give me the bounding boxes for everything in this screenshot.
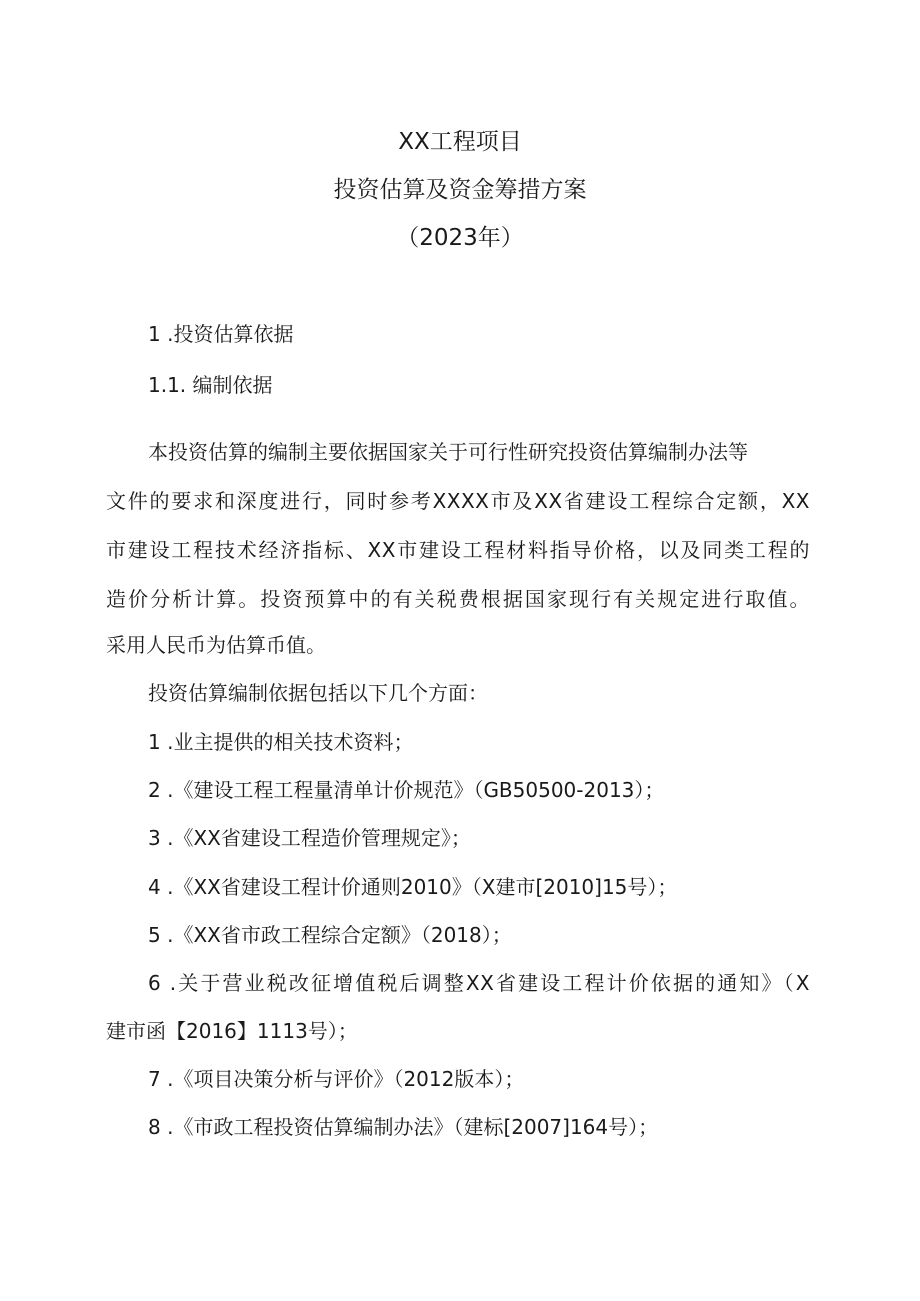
- paragraph-basis-line4: 造价分析计算。投资预算中的有关税费根据国家现行有关规定进行取值。: [106, 587, 810, 611]
- document-title-line1: XX工程项目: [398, 129, 522, 155]
- list-item-4: 4 .《XX省建设工程计价通则2010》（X建市[2010]15号）；: [148, 875, 678, 899]
- list-item-6-line1: 6 .关于营业税改征增值税后调整XX省建设工程计价依据的通知》（X: [148, 971, 810, 995]
- paragraph-basis-line1: 本投资估算的编制主要依据国家关于可行性研究投资估算编制办法等: [148, 440, 748, 464]
- paragraph-basis-line5: 采用人民币为估算币值。: [106, 633, 326, 657]
- list-item-7: 7 .《项目决策分析与评价》（2012版本）；: [148, 1067, 525, 1091]
- section-heading-1-1: 1.1. 编制依据: [148, 373, 273, 397]
- list-item-3: 3 .《XX省建设工程造价管理规定》；: [148, 826, 471, 850]
- list-item-2: 2 .《建设工程工程量清单计价规范》（GB50500-2013）；: [148, 778, 665, 802]
- document-title-line2: 投资估算及资金筹措方案: [333, 177, 587, 203]
- list-item-8: 8 .《市政工程投资估算编制办法》（建标[2007]164号）；: [148, 1115, 659, 1139]
- list-item-1: 1 .业主提供的相关技术资料；: [148, 730, 414, 754]
- paragraph-list-intro: 投资估算编制依据包括以下几个方面：: [148, 681, 488, 705]
- document-title-year: （2023年）: [396, 225, 524, 251]
- list-item-6-line2: 建市函【2016】1113号）；: [106, 1019, 358, 1043]
- paragraph-basis-line3: 市建设工程技术经济指标、XX市建设工程材料指导价格，以及同类工程的: [106, 538, 810, 562]
- list-item-5: 5 .《XX省市政工程综合定额》（2018）；: [148, 923, 512, 947]
- paragraph-basis-line2: 文件的要求和深度进行，同时参考XXXX市及XX省建设工程综合定额，XX: [106, 489, 810, 513]
- section-heading-1: 1 .投资估算依据: [148, 322, 294, 346]
